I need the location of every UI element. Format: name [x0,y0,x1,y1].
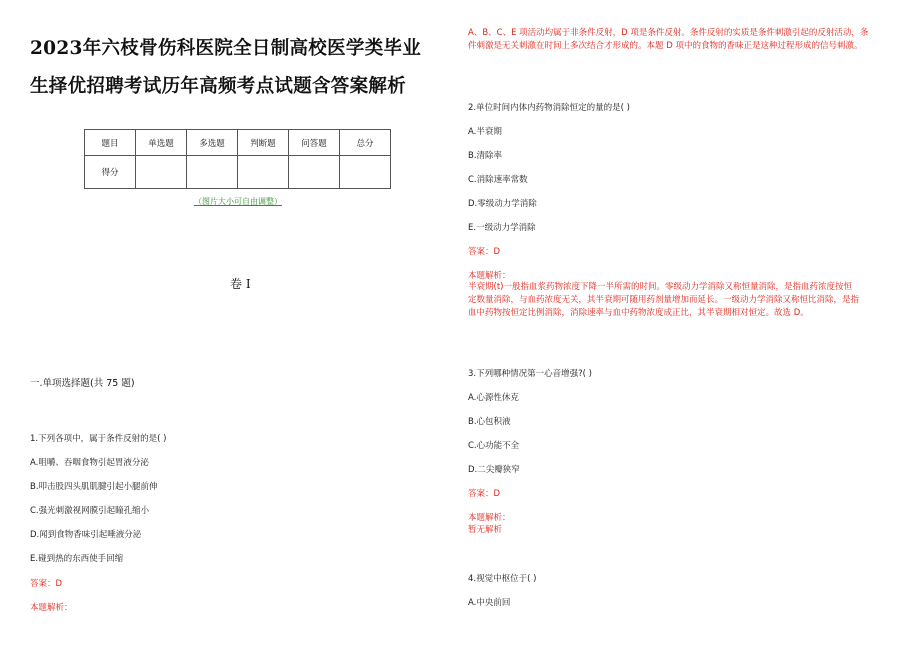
score-header-cell: 总分 [340,130,391,156]
q2-stem: 2.单位时间内体内药物消除恒定的量的是( ) [468,103,630,113]
image-size-caption: （图片大小可自由调整） [194,197,282,206]
score-header-cell: 多选题 [187,130,238,156]
score-header-cell: 单选题 [136,130,187,156]
q2-analysis-text [468,281,913,320]
q3-option-a: A.心源性休克 [468,393,519,403]
q2-analysis-line: 定数量消除，与血药浓度无关，其半衰期可随用药剂量增加而延长。一级动力学消除又称恒比消除，是指 [468,295,860,305]
q3-option-d: D.二尖瓣狭窄 [468,465,520,475]
score-cell [136,156,187,189]
q2-answer: 答案：D [468,247,501,257]
q2-option-a: A.半衰期 [468,127,502,137]
q1-option-a: A.咀嚼、吞咽食物引起胃液分泌 [30,458,149,468]
q1-answer: 答案：D [30,579,63,589]
q2-option-b: B.清除率 [468,151,503,161]
score-row-label: 得分 [85,156,136,189]
title-line-2: 生择优招聘考试历年高频考点试题含答案解析 [30,76,407,97]
score-cell [238,156,289,189]
q3-option-b: B.心包积液 [468,417,511,427]
q1-analysis-line: A、B、C、E 项活动均属于非条件反射，D 项是条件反射。条件反射的实质是条件刺激引起的反射活动，条 [468,28,869,38]
q1-analysis-line: 件刺激是无关刺激在时间上多次结合才形成的。本题 D 项中的食物的香味正是这种过程形成的信号刺激。 [468,41,863,51]
volume-heading: 卷 I [230,277,251,291]
score-table-header-row [85,130,391,156]
q2-analysis-line: 血中药物按恒定比例消除，消除速率与血中药物浓度成正比，其半衰期相对恒定。故选 D。 [468,308,809,318]
q2-option-e: E.一级动力学消除 [468,223,536,233]
q3-stem: 3.下列哪种情况第一心音增强?( ) [468,369,592,379]
q3-answer: 答案：D [468,489,501,499]
score-table-score-row [85,156,391,189]
section-heading: 一.单项选择题(共 75 题) [30,378,135,389]
q1-analysis-label: 本题解析： [30,603,73,613]
score-header-cell: 问答题 [289,130,340,156]
title-line-1: 2023年六枝骨伤科医院全日制高校医学类毕业 [30,38,422,59]
q1-option-c: C.强光刺激视网膜引起瞳孔缩小 [30,506,150,516]
q3-analysis-label: 本题解析： [468,513,511,523]
q3-option-c: C.心功能不全 [468,441,520,451]
q1-option-b: B.叩击股四头肌肌腱引起小腿前伸 [30,482,158,492]
q4-stem: 4.视觉中枢位于( ) [468,574,537,584]
q1-option-d: D.闻到食物香味引起唾液分泌 [30,530,142,540]
score-table [84,129,391,189]
q2-option-d: D.零级动力学消除 [468,199,537,209]
q3-analysis-text: 暂无解析 [468,525,503,535]
score-header-cell: 题目 [85,130,136,156]
score-cell [289,156,340,189]
q1-stem: 1.下列各项中，属于条件反射的是( ) [30,434,167,444]
score-cell [187,156,238,189]
q2-analysis-line: 半衰期(t)一般指血浆药物浓度下降一半所需的时间。零级动力学消除又称恒量消除，是指血药浓度按恒 [468,282,852,292]
score-cell [340,156,391,189]
q1-analysis-text [468,27,913,53]
q2-analysis-label: 本题解析： [468,271,511,281]
q2-option-c: C.消除速率常数 [468,175,528,185]
q4-option-a: A.中央前回 [468,598,511,608]
score-header-cell: 判断题 [238,130,289,156]
q1-option-e: E.碰到热的东西使手回缩 [30,554,124,564]
